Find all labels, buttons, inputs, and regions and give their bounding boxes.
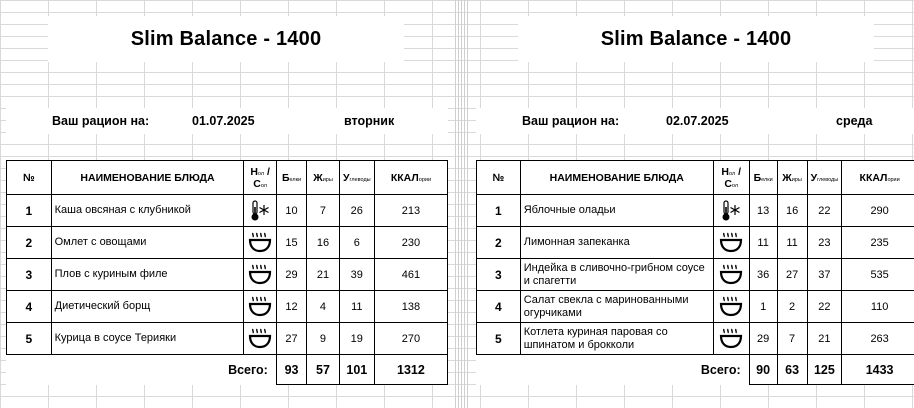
- ration-date: 01.07.2025: [192, 114, 255, 128]
- ration-label: Ваш рацион на:: [522, 114, 620, 128]
- dish-carbs: 37: [807, 259, 842, 291]
- header-cold: С: [724, 177, 732, 190]
- menu-title: Slim Balance - 1400: [130, 27, 322, 50]
- dish-fat: 16: [777, 195, 807, 227]
- total-label: Всего:: [520, 355, 749, 385]
- dish-kcal: 230: [374, 227, 447, 259]
- hot-bowl-icon: [244, 227, 276, 259]
- header-protein: [749, 161, 777, 195]
- dish-row: [7, 227, 448, 259]
- dish-name: Плов с куриным филе: [51, 259, 244, 291]
- dish-number: 1: [477, 195, 521, 227]
- dish-fat: 4: [307, 291, 339, 323]
- title-cell: [518, 16, 874, 62]
- header-protein-main: Б: [753, 171, 762, 184]
- dish-row: [477, 323, 914, 355]
- header-protein-main: Б: [281, 171, 290, 184]
- header-hot: Н: [250, 165, 258, 178]
- header-name: НАИМЕНОВАНИЕ БЛЮДА: [51, 161, 244, 195]
- dish-name: Индейка в сливочно-грибном соусе и спагетти: [520, 259, 713, 291]
- dish-kcal: 263: [842, 323, 914, 355]
- total-row: [7, 355, 448, 385]
- hot-bowl-icon: [713, 227, 749, 259]
- total-row: [477, 355, 914, 385]
- total-fat: 63: [777, 355, 807, 385]
- ration-weekday: вторник: [344, 114, 395, 128]
- dish-carbs: 6: [339, 227, 374, 259]
- dish-name: Курица в соусе Терияки: [51, 323, 244, 355]
- header-cold-sub: ол: [260, 182, 267, 189]
- dish-kcal: 535: [842, 259, 914, 291]
- dish-name: Салат свекла с маринованными огурчиками: [520, 291, 713, 323]
- total-blank: [477, 355, 521, 385]
- hot-bowl-icon: [244, 323, 276, 355]
- dish-protein: 27: [276, 323, 306, 355]
- total-fat: 57: [307, 355, 339, 385]
- header-carbs-main: У: [810, 171, 818, 184]
- column-gutter: [455, 0, 469, 408]
- header-cold: С: [253, 177, 261, 190]
- dish-row: [477, 227, 914, 259]
- header-fat-main: Ж: [782, 171, 792, 184]
- thermometer-snowflake-icon: [713, 195, 749, 227]
- dish-name: Каша овсяная с клубникой: [51, 195, 244, 227]
- dish-row: [477, 195, 914, 227]
- header-num: №: [7, 161, 52, 195]
- header-sep: /: [735, 165, 741, 178]
- dish-protein: 29: [749, 323, 777, 355]
- dish-kcal: 461: [374, 259, 447, 291]
- header-protein: [276, 161, 306, 195]
- ration-label: Ваш рацион на:: [52, 114, 150, 128]
- header-kcal: [374, 161, 447, 195]
- header-hot-cold: [713, 161, 749, 195]
- dish-number: 4: [477, 291, 521, 323]
- dish-carbs: 26: [339, 195, 374, 227]
- dish-name: Омлет с овощами: [51, 227, 244, 259]
- dish-fat: 27: [777, 259, 807, 291]
- dish-carbs: 23: [807, 227, 842, 259]
- header-fat-main: Ж: [313, 171, 323, 184]
- dish-kcal: 290: [842, 195, 914, 227]
- dish-kcal: 213: [374, 195, 447, 227]
- dish-number: 2: [7, 227, 52, 259]
- dish-number: 3: [7, 259, 52, 291]
- dish-number: 1: [7, 195, 52, 227]
- dish-row: [7, 323, 448, 355]
- dish-carbs: 11: [339, 291, 374, 323]
- header-sep: /: [264, 165, 270, 178]
- total-protein: 90: [749, 355, 777, 385]
- dish-row: [477, 259, 914, 291]
- header-fat-sub: иры: [791, 176, 802, 183]
- header-kcal-main: ККАЛ: [390, 171, 419, 184]
- header-kcal-main: ККАЛ: [859, 171, 888, 184]
- menu-sheet-day-1: [6, 0, 448, 408]
- dish-row: [7, 259, 448, 291]
- total-carbs: 101: [339, 355, 374, 385]
- menu-sheet-day-2: [476, 0, 914, 408]
- dish-protein: 36: [749, 259, 777, 291]
- total-kcal: 1433: [842, 355, 914, 385]
- header-kcal-sub: ории: [418, 176, 432, 183]
- dish-kcal: 138: [374, 291, 447, 323]
- hot-bowl-icon: [713, 259, 749, 291]
- thermometer-snowflake-icon: [244, 195, 276, 227]
- dish-row: [7, 195, 448, 227]
- dish-kcal: 235: [842, 227, 914, 259]
- ration-row: [6, 108, 448, 134]
- header-hot-sub: ол: [729, 170, 736, 177]
- header-row: [477, 161, 914, 195]
- dish-protein: 12: [276, 291, 306, 323]
- dish-carbs: 22: [807, 291, 842, 323]
- dish-number: 4: [7, 291, 52, 323]
- header-fat: [307, 161, 339, 195]
- dish-fat: 7: [307, 195, 339, 227]
- hot-bowl-icon: [713, 323, 749, 355]
- menu-table: [476, 160, 914, 385]
- dish-protein: 13: [749, 195, 777, 227]
- dish-row: [477, 291, 914, 323]
- header-fat-sub: иры: [322, 176, 333, 183]
- dish-fat: 2: [777, 291, 807, 323]
- dish-name: Диетический борщ: [51, 291, 244, 323]
- header-fat: [777, 161, 807, 195]
- header-hot-sub: ол: [257, 170, 265, 177]
- total-kcal: 1312: [374, 355, 447, 385]
- header-protein-sub: елки: [289, 176, 302, 183]
- header-row: [7, 161, 448, 195]
- header-hot-cold: [244, 161, 276, 195]
- dish-name: Лимонная запеканка: [520, 227, 713, 259]
- dish-fat: 16: [307, 227, 339, 259]
- total-blank: [7, 355, 52, 385]
- title-cell: [48, 16, 404, 62]
- dish-fat: 7: [777, 323, 807, 355]
- ration-date: 02.07.2025: [666, 114, 729, 128]
- header-num: №: [477, 161, 521, 195]
- dish-protein: 11: [749, 227, 777, 259]
- dish-carbs: 19: [339, 323, 374, 355]
- dish-number: 5: [7, 323, 52, 355]
- header-carbs-sub: глеводы: [349, 176, 371, 183]
- header-cold-sub: ол: [731, 182, 739, 189]
- header-name: НАИМЕНОВАНИЕ БЛЮДА: [520, 161, 713, 195]
- dish-number: 2: [477, 227, 521, 259]
- dish-fat: 11: [777, 227, 807, 259]
- dish-carbs: 21: [807, 323, 842, 355]
- ration-weekday: среда: [836, 114, 873, 128]
- hot-bowl-icon: [244, 291, 276, 323]
- dish-name: Котлета куриная паровая со шпинатом и брокколи: [520, 323, 713, 355]
- total-protein: 93: [276, 355, 306, 385]
- dish-fat: 21: [307, 259, 339, 291]
- menu-table: [6, 160, 448, 385]
- hot-bowl-icon: [244, 259, 276, 291]
- dish-name: Яблочные оладьи: [520, 195, 713, 227]
- header-protein-sub: елки: [761, 176, 773, 183]
- total-label: Всего:: [51, 355, 276, 385]
- dish-protein: 29: [276, 259, 306, 291]
- dish-protein: 10: [276, 195, 306, 227]
- header-carbs-sub: глеводы: [817, 176, 839, 183]
- dish-kcal: 110: [842, 291, 914, 323]
- header-carbs: [807, 161, 842, 195]
- dish-carbs: 39: [339, 259, 374, 291]
- dish-kcal: 270: [374, 323, 447, 355]
- header-hot: Н: [721, 165, 729, 178]
- header-kcal: [842, 161, 914, 195]
- ration-row: [476, 108, 914, 134]
- header-kcal-sub: ории: [887, 176, 900, 183]
- dish-number: 3: [477, 259, 521, 291]
- hot-bowl-icon: [713, 291, 749, 323]
- dish-fat: 9: [307, 323, 339, 355]
- dish-protein: 15: [276, 227, 306, 259]
- menu-title: Slim Balance - 1400: [600, 27, 792, 50]
- header-carbs-main: У: [342, 171, 350, 184]
- header-carbs: [339, 161, 374, 195]
- dish-number: 5: [477, 323, 521, 355]
- dish-protein: 1: [749, 291, 777, 323]
- total-carbs: 125: [807, 355, 842, 385]
- dish-carbs: 22: [807, 195, 842, 227]
- dish-row: [7, 291, 448, 323]
